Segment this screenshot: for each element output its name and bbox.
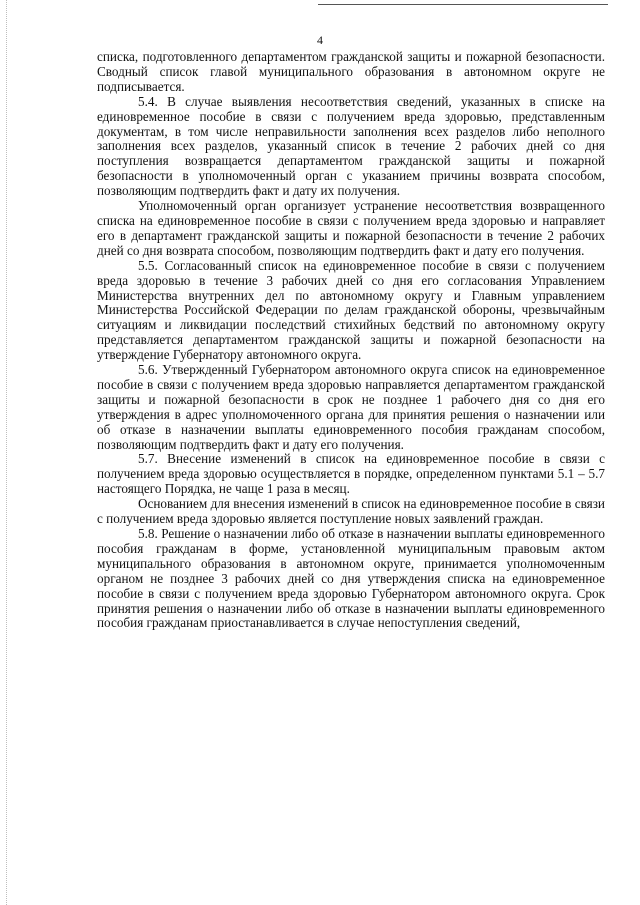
paragraph-5-6: 5.6. Утвержденный Губернатором автономного округа список на единовременное пособие в связи с получением вреда здоровью направляется департаментом гражданской защиты и пожарной безопасности в срок не позднее 1 рабочего дня со дня его утверждения в адрес уполномоченного органа для принятия решения о назначении или об отказе в назначении выплаты единовременного пособия гражданам способом, позволяющим подтвердить факт и дату его получения.: [97, 362, 605, 452]
paragraph-continuation: списка, подготовленного департаментом гражданской защиты и пожарной безопасности. Сводный список главой муниципального образования в автономном округе не подписывается.: [97, 49, 605, 94]
document-body: [97, 50, 605, 631]
scan-edge: [6, 0, 7, 905]
paragraph-5-8: 5.8. Решение о назначении либо об отказе в назначении выплаты единовременного пособия гражданам в форме, установленной муниципальным правовым актом муниципального образования в автономном округе, принимается уполномоченным органом не позднее 3 рабочих дней со дня утверждения списка на единовременное пособие в связи с получением вреда здоровью Губернатором автономного округа. Срок принятия решения о назначении либо об отказе в назначении выплаты единовременного пособия гражданам приостанавливается в случае непоступления сведений,: [97, 526, 605, 631]
paragraph-5-4: 5.4. В случае выявления несоответствия сведений, указанных в списке на единовременное пособие в связи с получением вреда здоровью, представленным документам, в том числе неправильности заполнения всех разделов либо неполного заполнения всех разделов, указанный список в течение 2 рабочих дней со дня поступления возвращается департаментом гражданской защиты и пожарной безопасности в уполномоченный орган с указанием причины возврата способом, позволяющим подтвердить факт и дату их получения.: [97, 93, 605, 199]
paragraph-5-7: 5.7. Внесение изменений в список на единовременное пособие в связи с получением вреда здоровью осуществляется в порядке, определенном пунктами 5.1 – 5.7 настоящего Порядка, не чаще 1 раза в месяц.: [97, 451, 605, 497]
paragraph-grounds: Основанием для внесения изменений в список на единовременное пособие в связи с получением вреда здоровью является поступление новых заявлений граждан.: [97, 496, 605, 527]
paragraph-authorized-body: Уполномоченный орган организует устранение несоответствия возвращенного списка на единовременное пособие в связи с получением вреда здоровью и направляет его в департамент гражданской защиты и пожарной безопасности в течение 2 рабочих дней со дня возврата способом, позволяющим подтвердить факт и дату его получения.: [97, 198, 605, 258]
paragraph-5-5: 5.5. Согласованный список на единовременное пособие в связи с получением вреда здоровью в течение 3 рабочих дней со дня его согласования Управлением Министерства внутренних дел по автономному округу и Главным управлением Министерства Российской Федерации по делам гражданской обороны, чрезвычайным ситуациям и ликвидации последствий стихийных бедствий по автономному округу представляется департаментом гражданской защиты и пожарной безопасности на утверждение Губернатору автономного округа.: [97, 257, 605, 363]
top-rule: [318, 4, 608, 5]
page-number: 4: [317, 33, 323, 47]
